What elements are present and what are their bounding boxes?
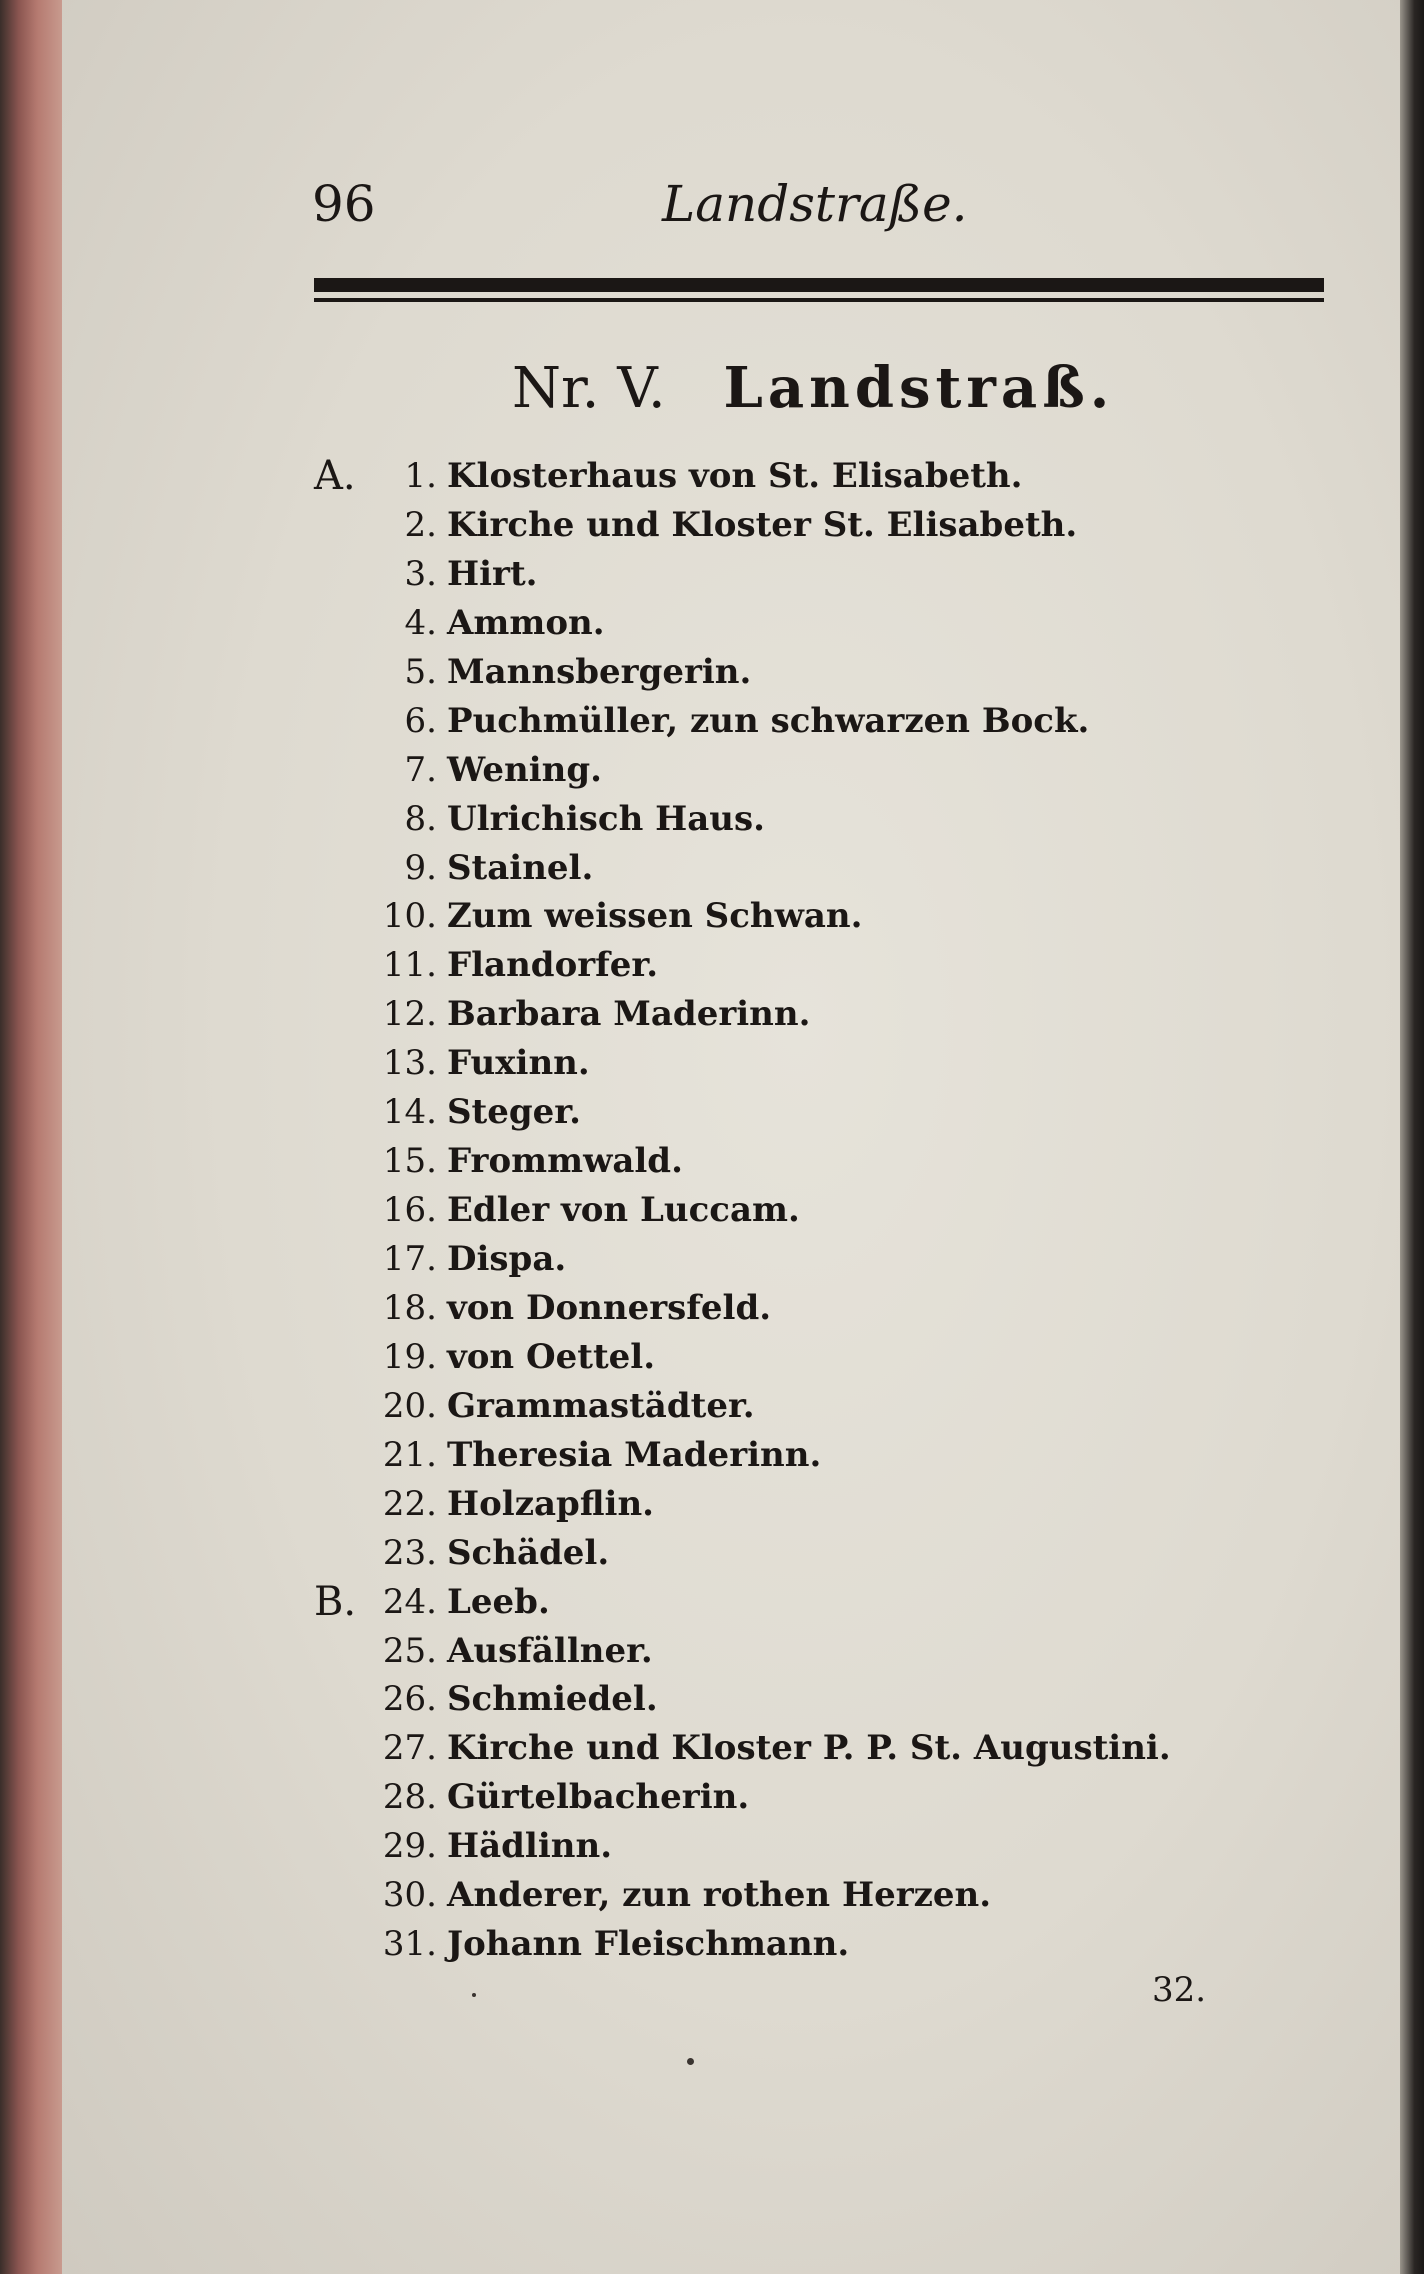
list-item bbox=[312, 892, 1312, 941]
list-item bbox=[312, 795, 1312, 844]
list-item bbox=[312, 1284, 1312, 1333]
entry-name: Dispa. bbox=[447, 1239, 567, 1279]
entry-name: Klosterhaus von St. Elisabeth. bbox=[447, 456, 1023, 496]
list-item bbox=[312, 1822, 1312, 1871]
page-header bbox=[312, 175, 1332, 245]
section-name: Landstraß. bbox=[723, 355, 1115, 421]
entry-number: 15. bbox=[382, 1141, 437, 1182]
list-item bbox=[312, 1578, 1312, 1627]
list-item bbox=[312, 648, 1312, 697]
list-item bbox=[312, 1088, 1312, 1137]
entry-number: 3. bbox=[404, 553, 437, 594]
entry-number: 12. bbox=[382, 994, 437, 1035]
entry-name: Frommwald. bbox=[447, 1141, 683, 1182]
entry-number: 9. bbox=[404, 847, 437, 888]
entry-name: Johann Fleischmann. bbox=[447, 1924, 850, 1965]
entry-name: von Donnersfeld. bbox=[447, 1287, 772, 1328]
entry-number: 10. bbox=[382, 896, 437, 937]
entry-number: 6. bbox=[404, 700, 437, 741]
entry-name: Grammastädter. bbox=[447, 1385, 755, 1426]
list-item bbox=[312, 501, 1312, 550]
paper-speck bbox=[472, 1993, 476, 1997]
entry-number: 5. bbox=[404, 651, 437, 692]
book-edge-left bbox=[0, 0, 62, 2274]
running-head: Landstraße. bbox=[662, 175, 968, 233]
list-item bbox=[312, 844, 1312, 893]
list-item bbox=[312, 1724, 1312, 1773]
entry-name: Steger. bbox=[447, 1092, 581, 1133]
entry-block-letter: B. bbox=[314, 1578, 357, 1625]
list-item bbox=[312, 990, 1312, 1039]
list-item bbox=[312, 1480, 1312, 1529]
entry-number: 23. bbox=[382, 1532, 437, 1573]
entry-name: von Oettel. bbox=[447, 1336, 656, 1377]
list-item bbox=[312, 1627, 1312, 1676]
list-item bbox=[312, 1186, 1312, 1235]
entry-number: 26. bbox=[382, 1679, 437, 1720]
entry-number: 31. bbox=[382, 1924, 437, 1965]
entry-number: 30. bbox=[382, 1875, 437, 1916]
list-item bbox=[312, 1675, 1312, 1724]
book-page bbox=[62, 0, 1400, 2274]
entry-name: Barbara Maderinn. bbox=[447, 994, 811, 1035]
entry-number: 11. bbox=[382, 945, 437, 986]
entry-number: 13. bbox=[382, 1043, 437, 1084]
entry-name: Ammon. bbox=[447, 602, 605, 643]
entry-name: Mannsbergerin. bbox=[447, 651, 752, 692]
list-item bbox=[312, 1431, 1312, 1480]
entry-name: Hirt. bbox=[447, 553, 538, 594]
list-item bbox=[312, 1773, 1312, 1822]
entry-name: Schmiedel. bbox=[447, 1679, 658, 1720]
entry-number: 27. bbox=[382, 1728, 437, 1769]
entry-number: 8. bbox=[404, 798, 437, 839]
entry-name: Ausfällner. bbox=[447, 1630, 653, 1671]
entry-number: 29. bbox=[382, 1826, 437, 1867]
header-rule-thick bbox=[314, 278, 1324, 292]
list-item bbox=[312, 697, 1312, 746]
entry-name: Wening. bbox=[447, 749, 603, 790]
list-item bbox=[312, 1333, 1312, 1382]
entry-number: 22. bbox=[382, 1483, 437, 1524]
entry-number: 14. bbox=[382, 1092, 437, 1133]
entry-name: Stainel. bbox=[447, 847, 594, 888]
list-item bbox=[312, 1137, 1312, 1186]
entry-number: 28. bbox=[382, 1777, 437, 1818]
entry-name: Kirche und Kloster St. Elisabeth. bbox=[447, 504, 1078, 545]
entry-number: 4. bbox=[404, 602, 437, 643]
book-edge-right bbox=[1400, 0, 1424, 2274]
entry-name: Gürtelbacherin. bbox=[447, 1777, 750, 1818]
entry-number: 18. bbox=[382, 1287, 437, 1328]
entry-number: 7. bbox=[404, 749, 437, 790]
entry-number: 2. bbox=[404, 504, 437, 545]
entry-number: 25. bbox=[382, 1630, 437, 1671]
header-rule-thin bbox=[314, 298, 1324, 302]
list-item bbox=[312, 550, 1312, 599]
section-title bbox=[512, 355, 1114, 421]
list-item bbox=[312, 746, 1312, 795]
list-item bbox=[312, 1920, 1312, 1969]
entry-number: 17. bbox=[382, 1239, 437, 1279]
entry-name: Anderer, zun rothen Herzen. bbox=[447, 1875, 992, 1916]
entry-name: Zum weissen Schwan. bbox=[447, 896, 863, 937]
entry-name: Kirche und Kloster P. P. St. Augustini. bbox=[447, 1728, 1171, 1769]
entry-name: Leeb. bbox=[447, 1581, 550, 1622]
catchword: 32. bbox=[1152, 1970, 1207, 2010]
paper-speck bbox=[687, 2058, 694, 2065]
entry-number: 24. bbox=[382, 1581, 437, 1622]
list-item bbox=[312, 1529, 1312, 1578]
entry-number: 1. bbox=[404, 456, 437, 496]
entry-name: Flandorfer. bbox=[447, 945, 659, 986]
list-item bbox=[312, 1039, 1312, 1088]
entry-number: 21. bbox=[382, 1434, 437, 1475]
list-item bbox=[312, 1382, 1312, 1431]
list-item bbox=[312, 1235, 1312, 1284]
entry-number: 19. bbox=[382, 1336, 437, 1377]
list-item bbox=[312, 452, 1312, 501]
entry-name: Holzapflin. bbox=[447, 1483, 655, 1524]
entry-name: Edler von Luccam. bbox=[447, 1190, 800, 1231]
entry-name: Fuxinn. bbox=[447, 1043, 590, 1084]
page-number: 96 bbox=[312, 175, 376, 233]
entry-number: 20. bbox=[382, 1385, 437, 1426]
entry-name: Hädlinn. bbox=[447, 1826, 613, 1867]
entry-list bbox=[312, 452, 1312, 1969]
list-item bbox=[312, 1871, 1312, 1920]
list-item bbox=[312, 941, 1312, 990]
entry-block-letter: A. bbox=[314, 453, 356, 499]
list-item bbox=[312, 599, 1312, 648]
entry-name: Schädel. bbox=[447, 1532, 610, 1573]
section-number: Nr. V. bbox=[512, 356, 666, 421]
entry-name: Puchmüller, zun schwarzen Bock. bbox=[447, 700, 1090, 741]
entry-name: Theresia Maderinn. bbox=[447, 1434, 822, 1475]
entry-name: Ulrichisch Haus. bbox=[447, 798, 765, 839]
entry-number: 16. bbox=[382, 1190, 437, 1231]
